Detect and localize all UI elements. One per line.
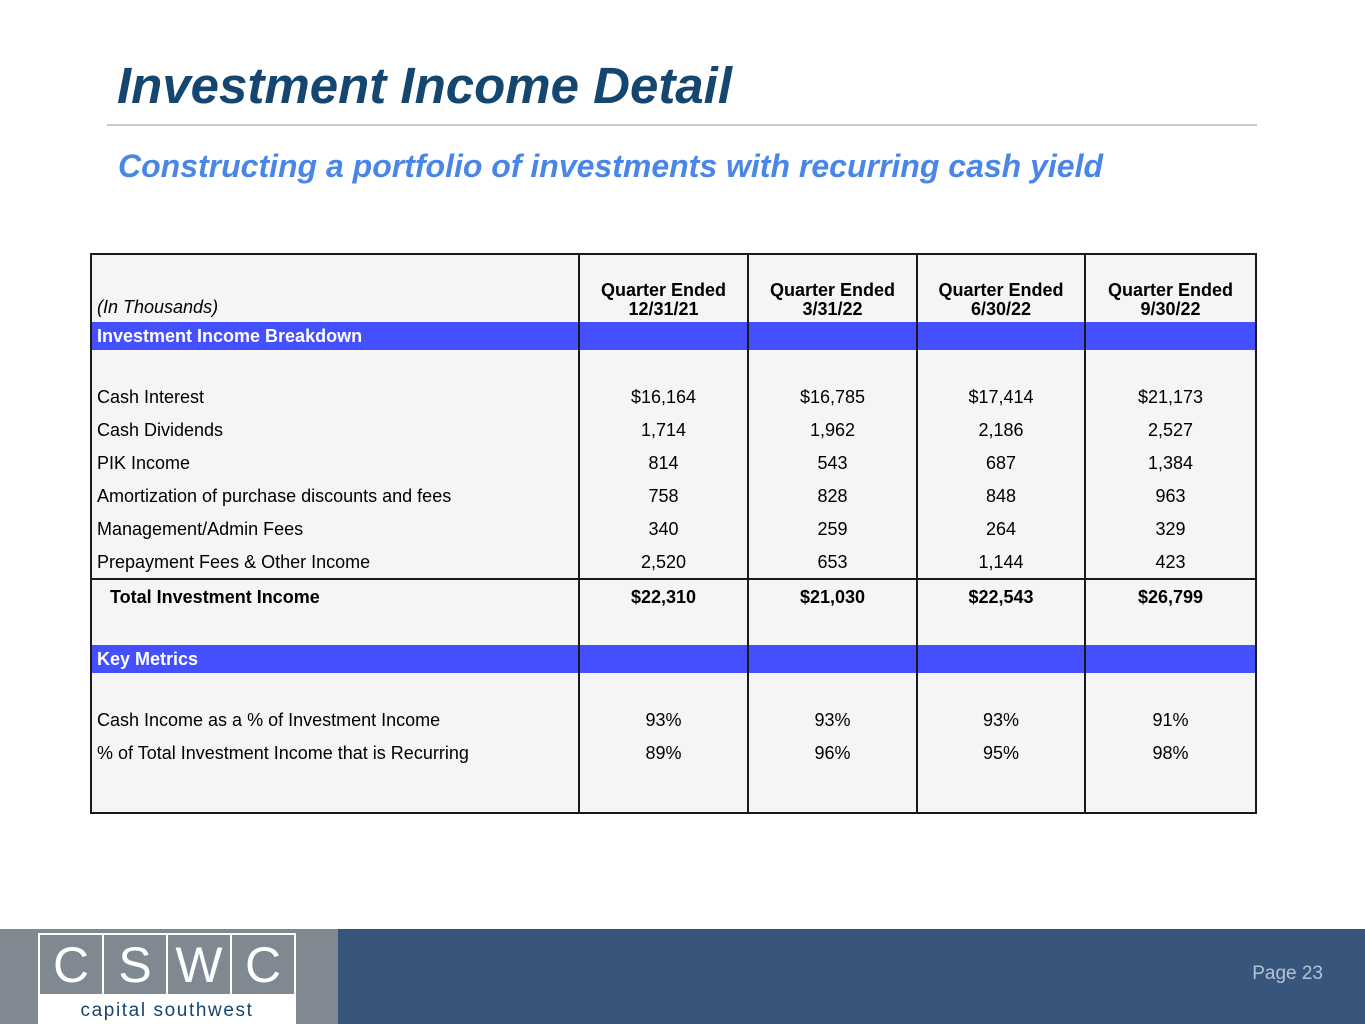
section-label: Key Metrics (91, 645, 579, 673)
section-band-breakdown (91, 322, 1256, 350)
cell-value: $16,785 (748, 381, 917, 414)
logo-wordmark: capital southwest (38, 996, 296, 1024)
cell-value: 1,962 (748, 414, 917, 447)
page-subtitle: Constructing a portfolio of investments with recurring cash yield (118, 148, 1104, 184)
total-value: $26,799 (1085, 579, 1256, 615)
cell-value: 329 (1085, 513, 1256, 546)
row-label: % of Total Investment Income that is Recurring (91, 737, 579, 770)
cell-value: 814 (579, 447, 748, 480)
row-label: Cash Income as a % of Investment Income (91, 704, 579, 737)
row-label: Amortization of purchase discounts and fees (91, 480, 579, 513)
cell-value: 687 (917, 447, 1085, 480)
units-label: (In Thousands) (91, 254, 579, 322)
table-header-row (91, 254, 1256, 322)
metric-row (91, 737, 1256, 770)
cell-value: 95% (917, 737, 1085, 770)
cell-value: 828 (748, 480, 917, 513)
cell-value: 96% (748, 737, 917, 770)
cell-value: 2,527 (1085, 414, 1256, 447)
logo-letter: S (104, 935, 168, 994)
table-row (91, 480, 1256, 513)
cell-value: 93% (917, 704, 1085, 737)
cell-value: 91% (1085, 704, 1256, 737)
table-row (91, 414, 1256, 447)
cell-value: 1,144 (917, 546, 1085, 579)
cell-value: 1,384 (1085, 447, 1256, 480)
row-label: Cash Interest (91, 381, 579, 414)
page-number: Page 23 (1252, 963, 1323, 984)
cell-value: 264 (917, 513, 1085, 546)
column-header: Quarter Ended 6/30/22 (917, 254, 1085, 322)
total-value: $22,310 (579, 579, 748, 615)
row-label: PIK Income (91, 447, 579, 480)
cell-value: $21,173 (1085, 381, 1256, 414)
row-label: Cash Dividends (91, 414, 579, 447)
cell-value: 93% (748, 704, 917, 737)
cell-value: 963 (1085, 480, 1256, 513)
cell-value: 1,714 (579, 414, 748, 447)
total-value: $22,543 (917, 579, 1085, 615)
page-title: Investment Income Detail (117, 57, 733, 114)
metric-row (91, 704, 1256, 737)
total-label: Total Investment Income (91, 579, 579, 615)
cell-value: 93% (579, 704, 748, 737)
cell-value: 423 (1085, 546, 1256, 579)
cell-value: 340 (579, 513, 748, 546)
table-row (91, 381, 1256, 414)
row-label: Prepayment Fees & Other Income (91, 546, 579, 579)
cell-value: $17,414 (917, 381, 1085, 414)
logo-letter: W (168, 935, 232, 994)
column-header: Quarter Ended 12/31/21 (579, 254, 748, 322)
cell-value: 543 (748, 447, 917, 480)
section-label: Investment Income Breakdown (91, 322, 579, 350)
column-header: Quarter Ended 9/30/22 (1085, 254, 1256, 322)
investment-income-table (90, 253, 1257, 814)
cell-value: 98% (1085, 737, 1256, 770)
cell-value: 259 (748, 513, 917, 546)
cell-value: 89% (579, 737, 748, 770)
logo-letter: C (40, 935, 104, 994)
total-value: $21,030 (748, 579, 917, 615)
logo-letter: C (244, 936, 282, 993)
cell-value: 653 (748, 546, 917, 579)
table-row (91, 447, 1256, 480)
cell-value: $16,164 (579, 381, 748, 414)
table-row (91, 546, 1256, 579)
table-row (91, 513, 1256, 546)
company-logo (38, 933, 296, 996)
title-divider (107, 124, 1257, 126)
column-header: Quarter Ended 3/31/22 (748, 254, 917, 322)
cell-value: 2,186 (917, 414, 1085, 447)
row-label: Management/Admin Fees (91, 513, 579, 546)
cell-value: 2,520 (579, 546, 748, 579)
total-row (91, 579, 1256, 615)
cell-value: 758 (579, 480, 748, 513)
section-band-key-metrics (91, 645, 1256, 673)
cell-value: 848 (917, 480, 1085, 513)
